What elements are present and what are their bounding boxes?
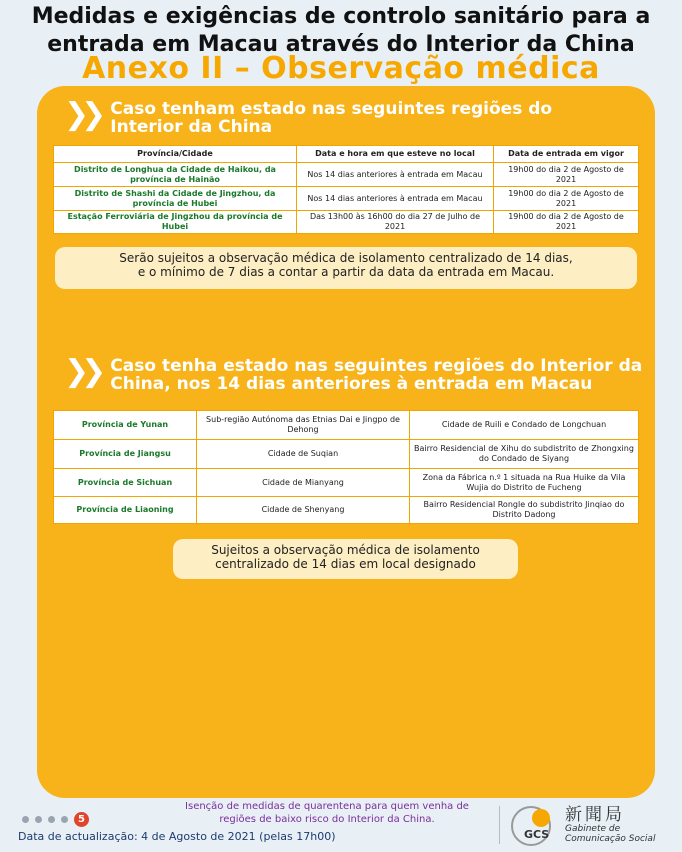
- section1-table: [53, 145, 639, 234]
- section1-note-line1: Serão sujeitos a observação médica de isolamento centralizado de 14 dias,: [119, 251, 573, 265]
- table-row: [54, 411, 639, 440]
- table-cell: Bairro Residencial Rongle do subdistrito Jinqiao do Distrito Dadong: [410, 497, 639, 524]
- exemption-link[interactable]: [162, 800, 492, 826]
- table-row: [54, 440, 639, 469]
- table-row: [54, 211, 639, 234]
- double-chevron-icon: ❯❯: [64, 97, 99, 132]
- table-row: [54, 497, 639, 524]
- section2-heading: [64, 354, 643, 394]
- table-cell: Cidade de Mianyang: [197, 469, 410, 497]
- table-cell: Província de Jiangsu: [54, 440, 197, 469]
- table-cell: Estação Ferroviária de Jingzhou da província de Hubei: [54, 211, 297, 234]
- gcs-portuguese-name: [565, 824, 655, 844]
- table-cell: Sub-região Autónoma das Etnias Dai e Jingpo de Dehong: [197, 411, 410, 440]
- table-cell: Distrito de Longhua da Cidade de Haikou, da província de Hainão: [54, 163, 297, 187]
- table-row: [54, 469, 639, 497]
- section2-note-line1: Sujeitos a observação médica de isolamento: [211, 543, 480, 557]
- table-row: [54, 163, 639, 187]
- exemption-link-line1: Isenção de medidas de quarentena para quem venha de: [185, 801, 469, 812]
- logo-divider: [499, 806, 500, 844]
- table-cell: 19h00 do dia 2 de Agosto de 2021: [494, 187, 639, 211]
- table-cell: 19h00 do dia 2 de Agosto de 2021: [494, 163, 639, 187]
- section2-note: [173, 539, 518, 579]
- header-line1: Medidas e exigências de controlo sanitário para a: [31, 4, 651, 29]
- section2-note-line2: centralizado de 14 dias em local designado: [215, 557, 476, 571]
- exemption-link-line2: regiões de baixo risco do Interior da China.: [219, 814, 435, 825]
- table-cell: 19h00 do dia 2 de Agosto de 2021: [494, 211, 639, 234]
- table-cell: Distrito de Shashi da Cidade de Jingzhou, da província de Hubei: [54, 187, 297, 211]
- section2-title-line1: Caso tenha estado nas seguintes regiões do Interior da: [110, 356, 643, 376]
- page-dot[interactable]: [48, 816, 55, 823]
- section1-note: [55, 247, 637, 289]
- table-cell: Província de Sichuan: [54, 469, 197, 497]
- table-row: [54, 187, 639, 211]
- section1-note-line2: e o mínimo de 7 dias a contar a partir da data da entrada em Macau.: [137, 265, 555, 279]
- table-cell: Província de Liaoning: [54, 497, 197, 524]
- page-dot[interactable]: [22, 816, 29, 823]
- gcs-logo-icon: [507, 802, 559, 848]
- column-header: Província/Cidade: [54, 146, 297, 163]
- column-header: Data e hora em que esteve no local: [297, 146, 494, 163]
- table-cell: Nos 14 dias anteriores à entrada em Macau: [297, 187, 494, 211]
- table-cell: Cidade de Suqian: [197, 440, 410, 469]
- section1-title-line2: Interior da China: [110, 117, 273, 137]
- update-date: Data de actualização: 4 de Agosto de 2021 (pelas 17h00): [18, 830, 336, 843]
- table-cell: Das 13h00 às 16h00 do dia 27 de Julho de 2021: [297, 211, 494, 234]
- section2-title-line2: China, nos 14 dias anteriores à entrada em Macau: [110, 374, 593, 394]
- gcs-name-line1: Gabinete de: [565, 824, 621, 834]
- gcs-logo: [505, 800, 675, 848]
- section2-table: [53, 410, 639, 524]
- gcs-name-line2: Comunicação Social: [565, 834, 656, 844]
- page-indicator: [22, 812, 89, 827]
- page-dot[interactable]: [61, 816, 68, 823]
- table-header-row: [54, 146, 639, 163]
- double-chevron-icon: ❯❯: [64, 354, 99, 389]
- section1-heading: [64, 97, 553, 137]
- column-header: Data de entrada em vigor: [494, 146, 639, 163]
- header-line2: entrada em Macau através do Interior da China: [47, 32, 635, 57]
- table-cell: Nos 14 dias anteriores à entrada em Macau: [297, 163, 494, 187]
- section1-title-line1: Caso tenham estado nas seguintes regiões do: [110, 99, 553, 119]
- gcs-chinese-name: 新聞局: [565, 805, 625, 825]
- page-dot[interactable]: [35, 816, 42, 823]
- table-cell: Cidade de Shenyang: [197, 497, 410, 524]
- table-cell: Bairro Residencial de Xihu do subdistrito de Zhongxing do Condado de Siyang: [410, 440, 639, 469]
- annex-title: Anexo II – Observação médica: [82, 51, 600, 86]
- gcs-logo-letters: GCS: [524, 828, 550, 841]
- table-cell: Cidade de Ruili e Condado de Longchuan: [410, 411, 639, 440]
- table-cell: Província de Yunan: [54, 411, 197, 440]
- table-cell: Zona da Fábrica n.º 1 situada na Rua Huike da Vila Wujia do Distrito de Fucheng: [410, 469, 639, 497]
- current-page-dot[interactable]: 5: [74, 812, 89, 827]
